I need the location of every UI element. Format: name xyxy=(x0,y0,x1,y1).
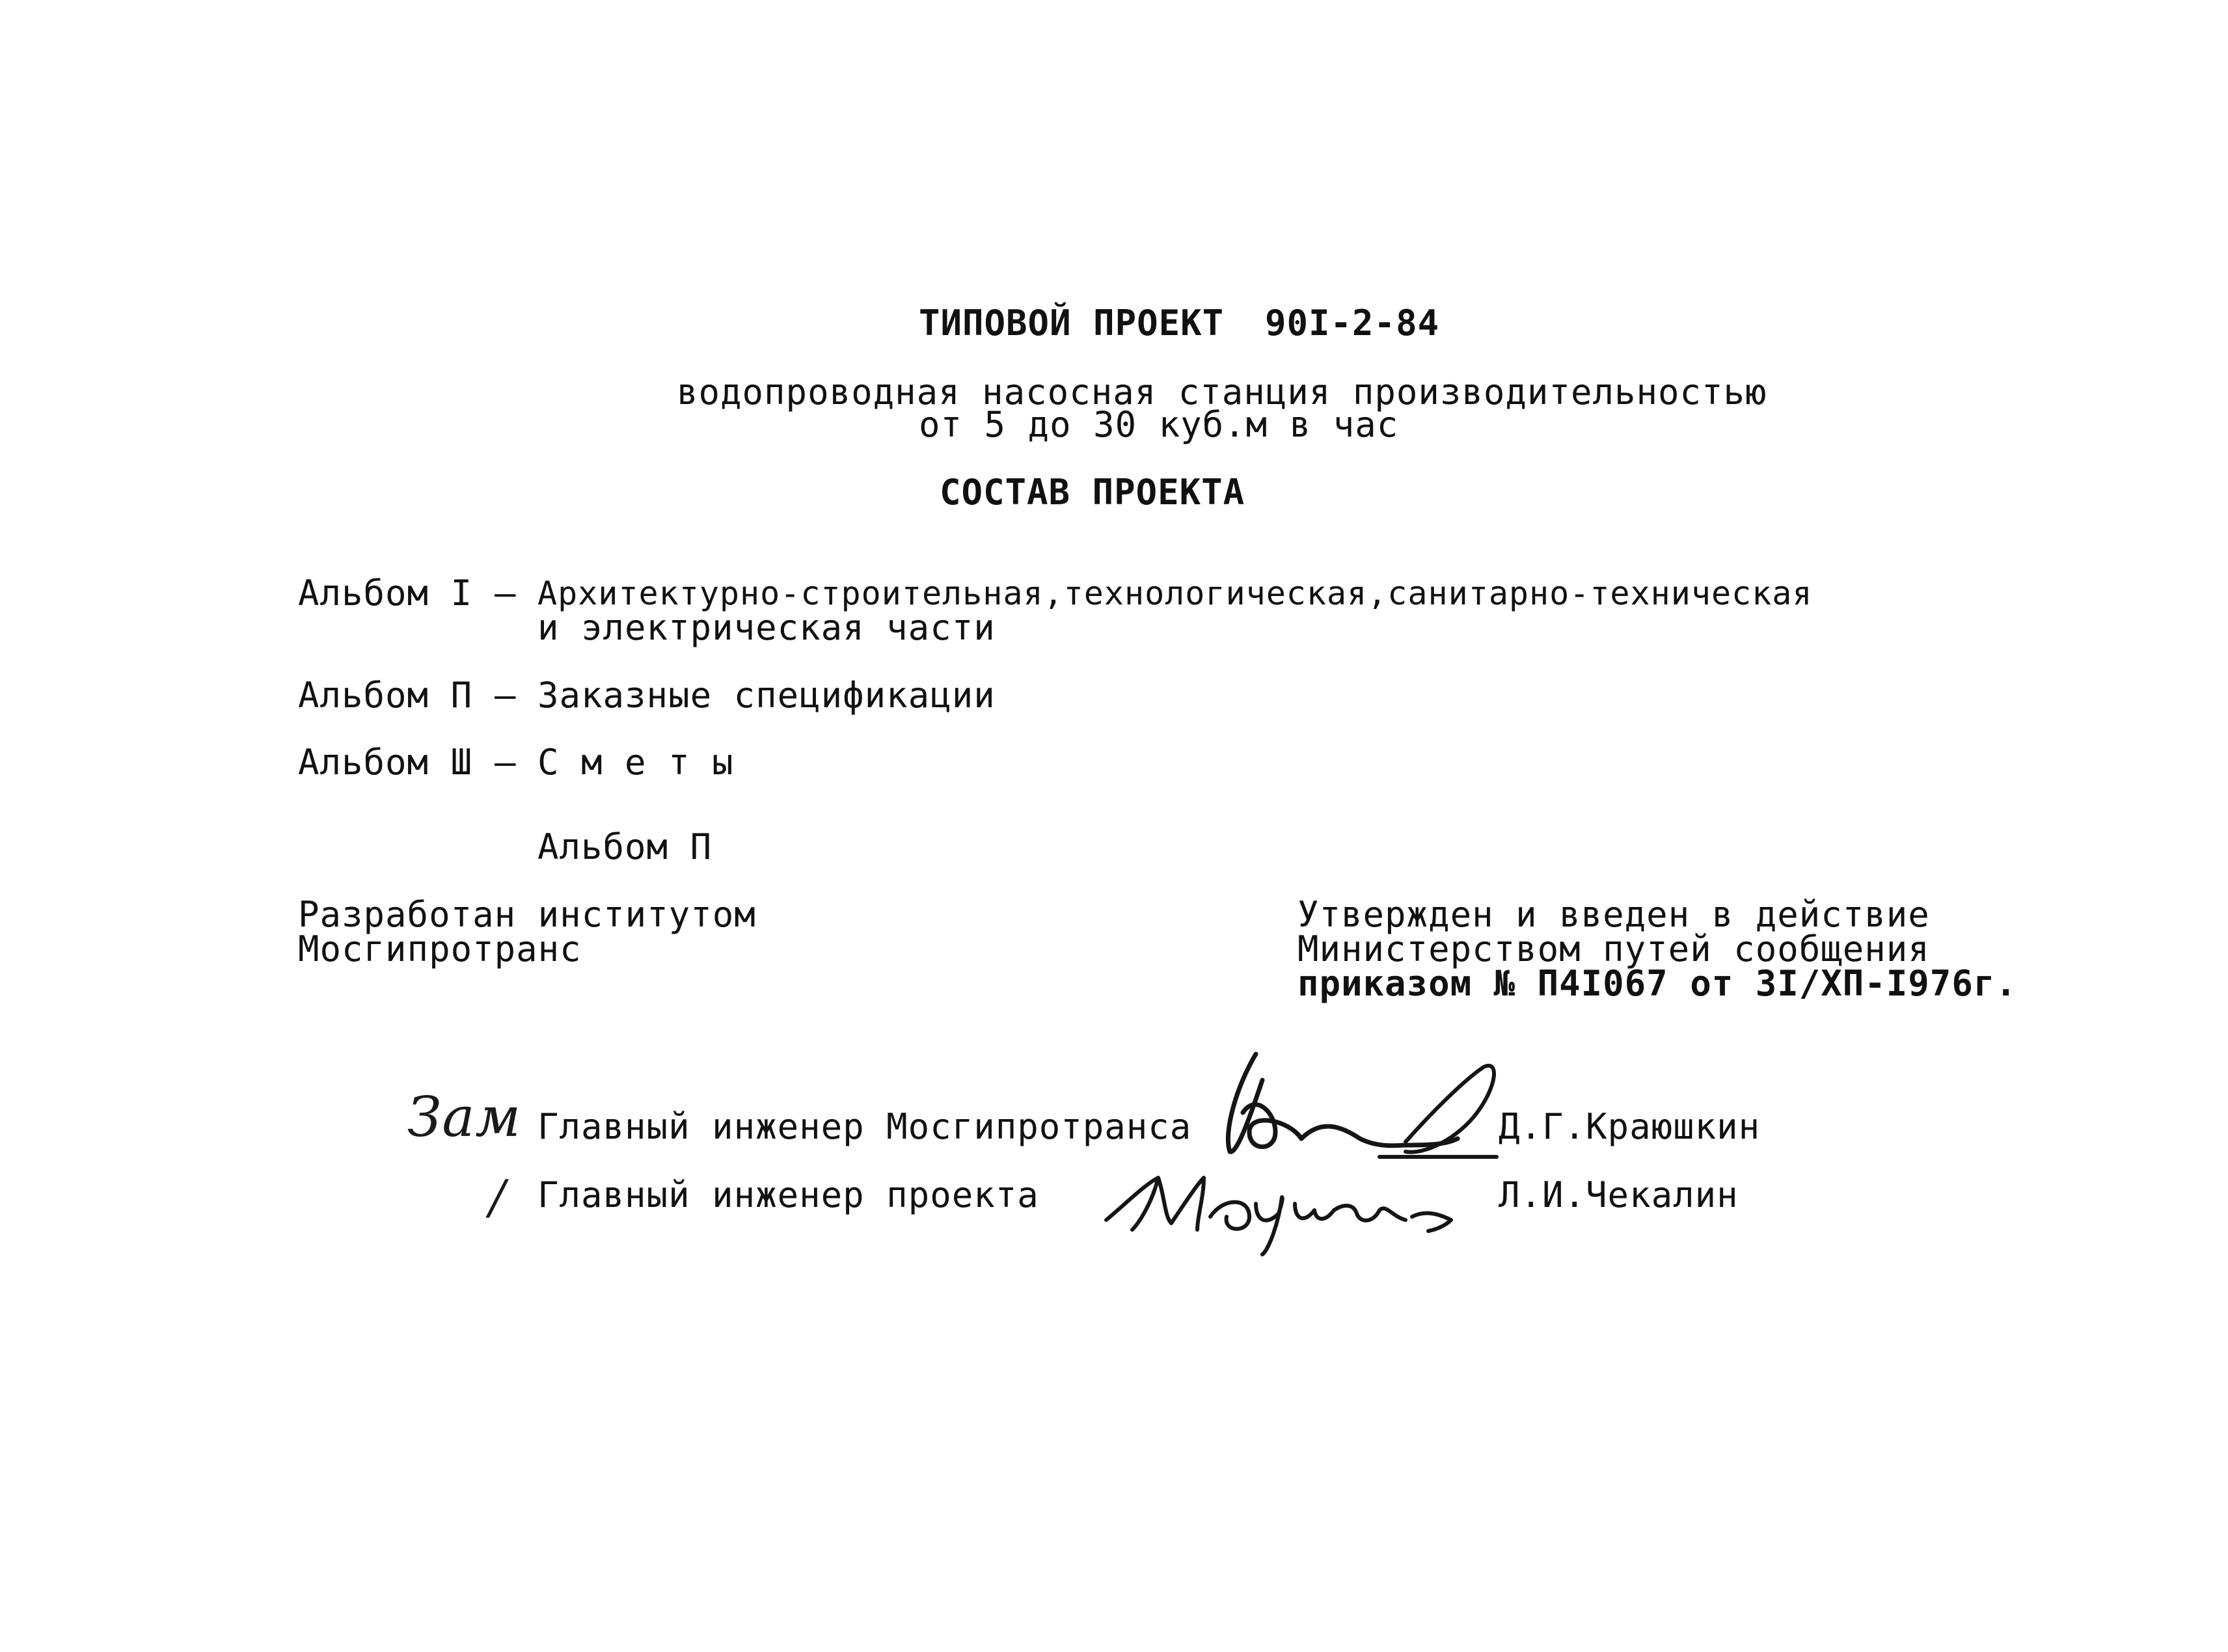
album-dash: – xyxy=(495,573,517,614)
current-album: Альбом П xyxy=(537,826,713,867)
section-title: СОСТАВ ПРОЕКТА xyxy=(940,472,1245,513)
album-name: Альбом П xyxy=(298,675,473,716)
developer-line-2: Мосгипротранс xyxy=(298,928,582,969)
project-number: 90I-2-84 xyxy=(1265,303,1440,344)
album-dash: – xyxy=(495,742,517,783)
signatory-name: Л.И.Чекалин xyxy=(1499,1174,1739,1215)
album-description: Архитектурно-строительная,технологическая,санитарно-техническая xyxy=(537,575,1813,612)
subtitle-line-2: от 5 до 30 куб.м в час xyxy=(919,404,1399,445)
signatory-name: Д.Г.Краюшкин xyxy=(1499,1106,1761,1147)
album-name: Альбом I xyxy=(298,573,473,614)
album-description-cont: и электрическая части xyxy=(537,607,996,648)
project-label: ТИПОВОЙ ПРОЕКТ xyxy=(919,303,1225,344)
developer-line-1: Разработан институтом xyxy=(298,894,756,935)
album-name: Альбом Ш xyxy=(298,742,473,783)
album-description: Заказные спецификации xyxy=(537,675,996,716)
approval-line-3: приказом № П4I067 от 3I/XП-I976г. xyxy=(1297,963,2017,1004)
approval-line-1: Утвержден и введен в действие xyxy=(1297,894,1930,935)
signature-image xyxy=(1210,1041,1510,1158)
handwritten-note: / xyxy=(489,1170,506,1225)
signature-image xyxy=(1100,1158,1464,1256)
subtitle-line-1: водопроводная насосная станция производительностью xyxy=(677,372,1767,413)
approval-line-2: Министерством путей сообщения xyxy=(1297,928,1930,969)
signatory-role: Главный инженер проекта xyxy=(537,1174,1039,1215)
handwritten-note: Зам xyxy=(407,1085,522,1149)
signatory-role: Главный инженер Мосгипротранса xyxy=(537,1106,1192,1147)
album-dash: – xyxy=(495,675,517,716)
album-description: С м е т ы xyxy=(537,742,734,783)
